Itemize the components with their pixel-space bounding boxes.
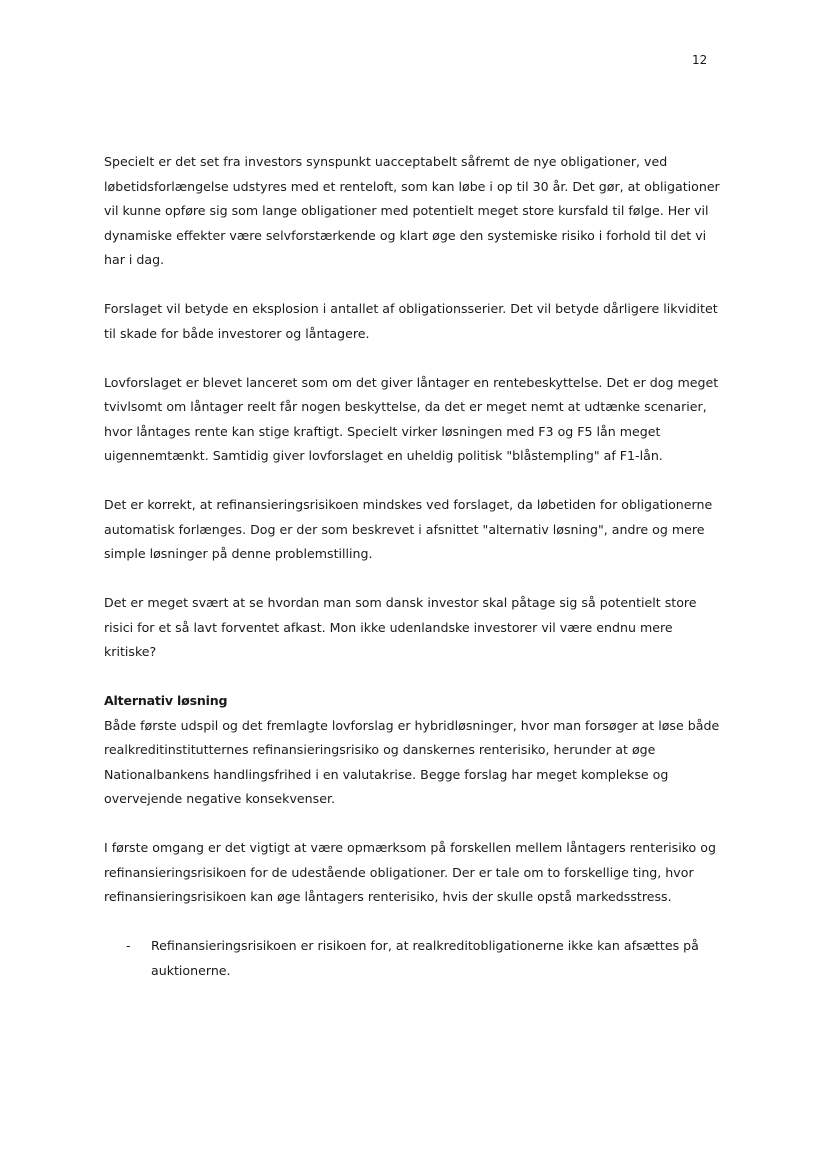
paragraph-refinancing-risk: Det er korrekt, at refinansieringsrisikoen mindskes ved forslaget, da løbetiden for obligationerne automatisk forlænges. Dog er der som beskrevet i afsnittet "alternativ løsning", andre og mere simple løsninger på denne problemstilling.: [104, 497, 713, 561]
paragraph-bond-series: Forslaget vil betyde en eksplosion i antallet af obligationsserier. Det vil betyde dårligere likviditet til skade for både investorer og låntagere.: [104, 301, 718, 341]
paragraph-risk-difference: I første omgang er det vigtigt at være opmærksom på forskellen mellem låntagers renterisiko og refinansieringsrisikoen for de udestående obligationer. Der er tale om to forskellige ting, hvor refinansieringsrisikoen kan øge låntagers renterisiko, hvis der skulle opstå markedsstress.: [104, 840, 716, 904]
bullet-text: Refinansieringsrisikoen er risikoen for, at realkreditobligationerne ikke kan afsættes på auktionerne.: [151, 938, 699, 978]
list-item: [104, 934, 724, 983]
document-body: [104, 150, 724, 983]
paragraph-rate-protection: Lovforslaget er blevet lanceret som om det giver låntager en rentebeskyttelse. Det er dog meget tvivlsomt om låntager reelt får nogen beskyttelse, da det er meget nemt at udtænke scenarier, hvor låntages rente kan stige kraftigt. Specielt virker løsningen med F3 og F5 lån meget uigennemtænkt. Samtidig giver lovforslaget en uheldig politisk "blåstempling" af F1-lån.: [104, 374, 719, 463]
paragraph-hybrid-solutions: Både første udspil og det fremlagte lovforslag er hybridløsninger, hvor man forsøger at løse både realkreditinstitutternes refinansieringsrisiko og danskernes renterisiko, herunder at øge Nationalbankens handlingsfrihed i en valutakrise. Begge forslag har meget komplekse og overvejende negative konsekvenser.: [104, 717, 720, 806]
bullet-list: [104, 934, 724, 983]
page-number: 12: [692, 53, 708, 67]
paragraph-investor-risk: Det er meget svært at se hvordan man som dansk investor skal påtage sig så potentielt store risici for et så lavt forventet afkast. Mon ikke udenlandske investorer vil være endnu mere kritiske?: [104, 595, 697, 659]
paragraph-investor-perspective: Specielt er det set fra investors synspunkt uacceptabelt såfremt de nye obligationer, ved løbetidsforlængelse udstyres med et renteloft, som kan løbe i op til 30 år. Det gør, at obligationer vil kunne opføre sig som lange obligationer med potentielt meget store kursfald til følge. Her vil dynamiske effekter være selvforstærkende og klart øge den systemiske risiko i forhold til det vi har i dag.: [104, 154, 720, 267]
section-heading-alternative: Alternativ løsning: [104, 693, 228, 708]
bullet-marker: -: [126, 938, 131, 953]
